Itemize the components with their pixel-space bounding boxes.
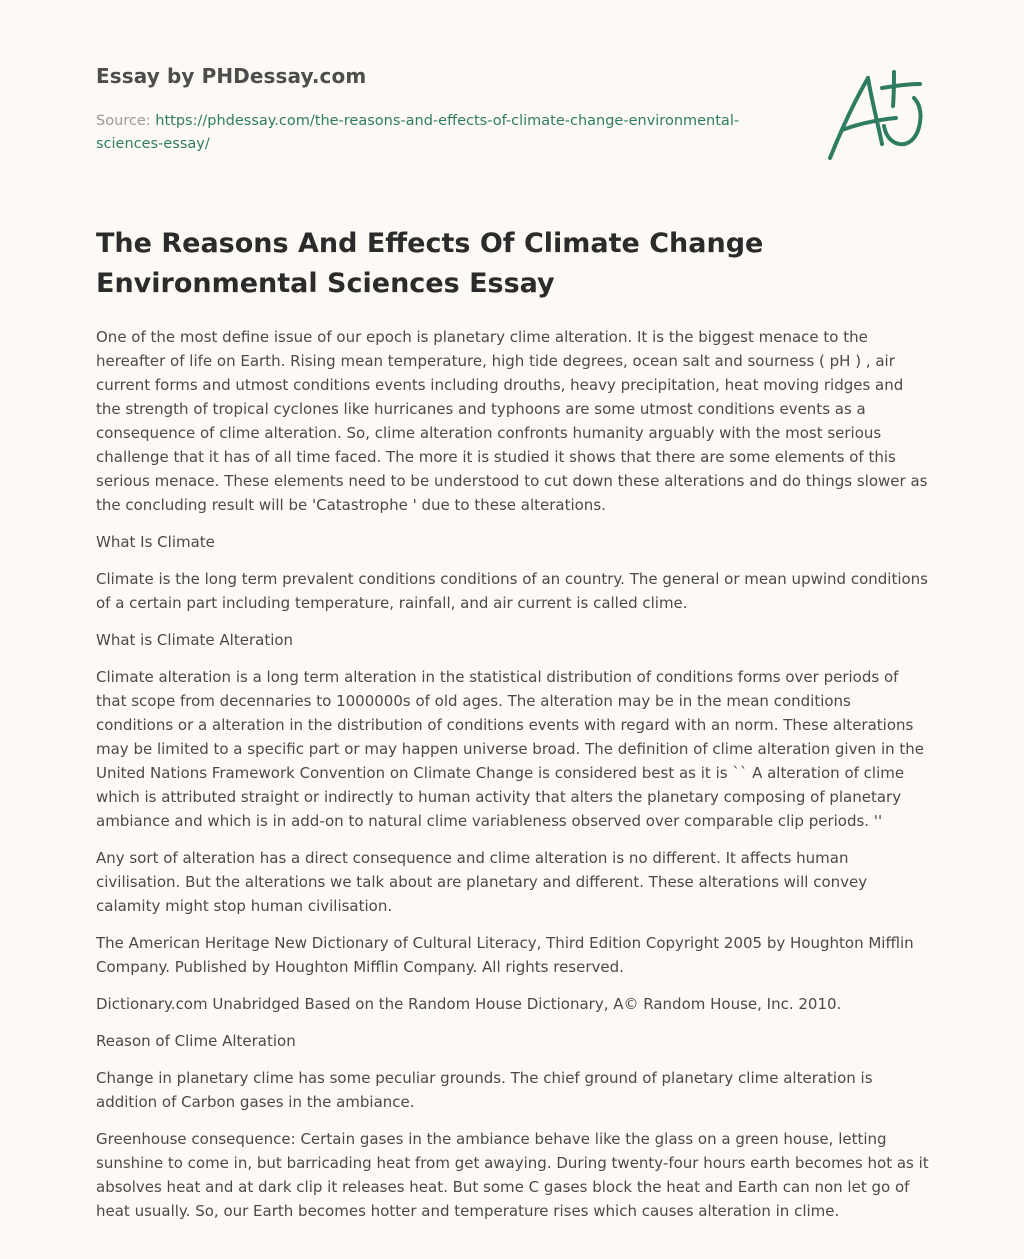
section-heading-what-is-climate-alteration: What is Climate Alteration (96, 631, 294, 649)
essay-title: The Reasons And Effects Of Climate Change Environmental Sciences Essay (96, 228, 764, 299)
a-plus-logo (820, 66, 930, 166)
a-plus-logo-icon (820, 66, 930, 166)
source-link[interactable]: https://phdessay.com/the-reasons-and-effects-of-climate-change-environmental-sciences-essay/ (96, 113, 740, 152)
section-heading-what-is-climate: What Is Climate (96, 533, 215, 551)
paragraph-climate-definition: Climate is the long term prevalent conditions conditions of an country. The general or mean upwind conditions of a certain part including temperature, rainfall, and air current is called clime. (96, 570, 928, 612)
paragraph-citation-american-heritage: The American Heritage New Dictionary of Cultural Literacy, Third Edition Copyright 2005 by Houghton Mifflin Company. Published by Houghton Mifflin Company. All rights reserved. (96, 934, 914, 976)
paragraph-alteration-consequence: Any sort of alteration has a direct consequence and clime alteration is no different. It affects human civilisation. But the alterations we talk about are planetary and different. These alterations will convey calamity might stop human civilisation. (96, 849, 868, 915)
paragraph-climate-alteration-definition: Climate alteration is a long term alteration in the statistical distribution of conditions forms over periods of that scope from decennaries to 1000000s of old ages. The alteration may be in the mean conditions conditions or a alteration in the distribution of conditions events with regard with an norm. These alterations may be limited to a specific part or may happen universe broad. The definition of clime alteration given in the United Nations Framework Convention on Climate Change is considered best as it is `` A alteration of clime which is attributed straight or indirectly to human activity that alters the planetary composing of planetary ambiance and which is in add-on to natural clime variableness observed over comparable clip periods. '' (96, 668, 925, 830)
source-label: Source: (96, 113, 156, 129)
paragraph-change-grounds: Change in planetary clime has some peculiar grounds. The chief ground of planetary clime alteration is addition of Carbon gases in the ambiance. (96, 1069, 873, 1111)
essay-body (96, 325, 930, 1236)
paragraph-greenhouse-consequence: Greenhouse consequence: Certain gases in the ambiance behave like the glass on a green house, letting sunshine to come in, but barricading heat from get awaying. During twenty-four hours earth becomes hot as it absolves heat and at dark clip it releases heat. But some C gases block the heat and Earth can non let go of heat usually. So, our Earth becomes hotter and temperature rises which causes alteration in clime. (96, 1130, 929, 1220)
section-heading-reason-of-clime-alteration: Reason of Clime Alteration (96, 1032, 296, 1050)
source-line (96, 110, 796, 156)
paragraph-citation-dictionary: Dictionary.com Unabridged Based on the Random House Dictionary, A© Random House, Inc. 2010. (96, 995, 842, 1013)
site-title: Essay by PHDessay.com (96, 64, 367, 88)
paragraph-intro: One of the most define issue of our epoch is planetary clime alteration. It is the biggest menace to the hereafter of life on Earth. Rising mean temperature, high tide degrees, ocean salt and sourness ( pH ) , air current forms and utmost conditions events including drouths, heavy precipitation, heat moving ridges and the strength of tropical cyclones like hurricanes and typhoons are some utmost conditions events as a consequence of clime alteration. So, clime alteration confronts humanity arguably with the most serious challenge that it has of all time faced. The more it is studied it shows that there are some elements of this serious menace. These elements need to be understood to cut down these alterations and do things slower as the concluding result will be 'Catastrophe ' due to these alterations. (96, 328, 928, 514)
